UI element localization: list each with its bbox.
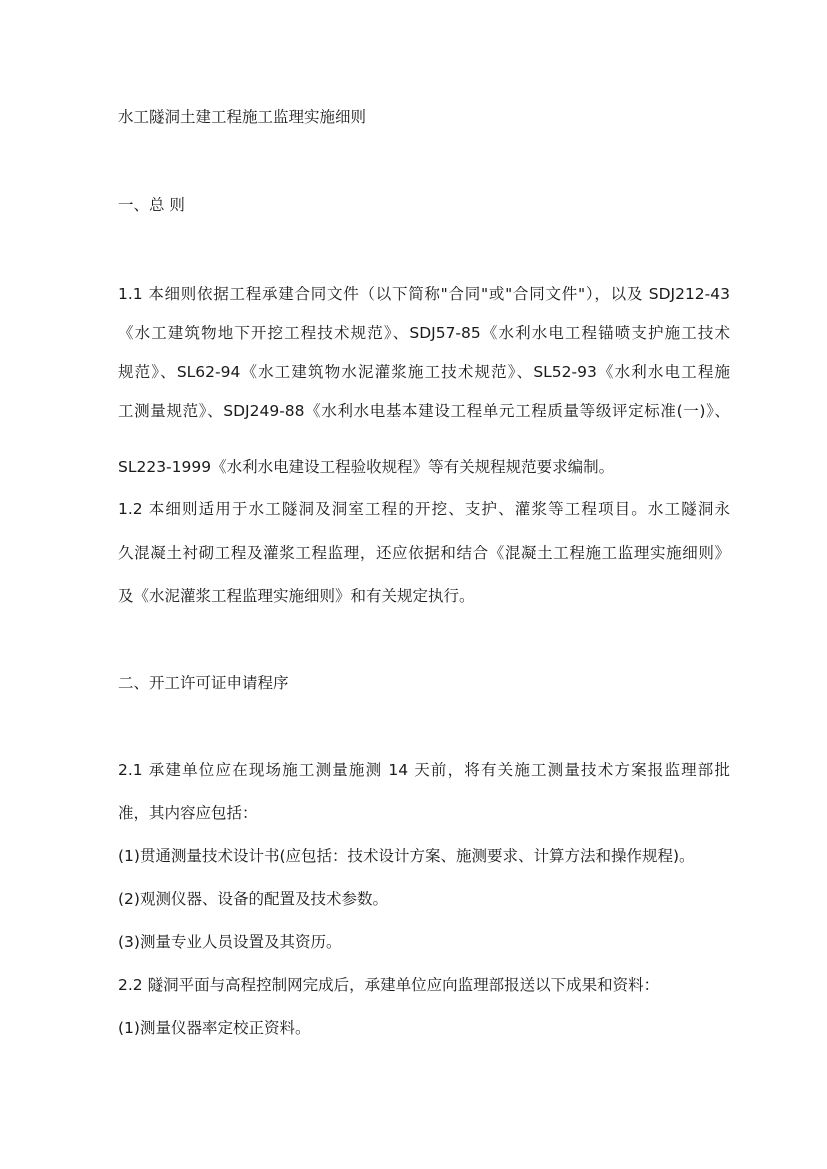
paragraph-line: SL223-1999《水利水电建设工程验收规程》等有关规程规范要求编制。	[118, 458, 615, 476]
paragraph-line: 久混凝土衬砌工程及灌浆工程监理，还应依据和结合《混凝土工程施工监理实施细则》	[118, 544, 730, 562]
list-item: (2)观测仪器、设备的配置及技术参数。	[118, 890, 388, 908]
paragraph-line: 准，其内容应包括：	[118, 804, 258, 822]
document-title: 水工隧洞土建工程施工监理实施细则	[118, 108, 367, 126]
paragraph-line: 规范》、SL62-94《水工建筑物水泥灌浆施工技术规范》、SL52-93《水利水电工程施	[118, 363, 730, 381]
section-heading-general: 一、总 则	[118, 196, 185, 214]
paragraph-line: 1.2 本细则适用于水工隧洞及洞室工程的开挖、支护、灌浆等工程项目。水工隧洞永	[118, 500, 730, 518]
paragraph-line: 及《水泥灌浆工程监理实施细则》和有关规定执行。	[118, 587, 475, 605]
list-item: (1)测量仪器率定校正资料。	[118, 1019, 311, 1037]
list-item: (3)测量专业人员设置及其资历。	[118, 933, 342, 951]
section-heading-permit: 二、开工许可证申请程序	[118, 674, 289, 692]
paragraph-line: 《水工建筑物地下开挖工程技术规范》、SDJ57-85《水利水电工程锚喷支护施工技术	[118, 324, 730, 342]
paragraph-line: 2.1 承建单位应在现场施工测量施测 14 天前，将有关施工测量技术方案报监理部批	[118, 761, 730, 779]
paragraph-line: 工测量规范》、SDJ249-88《水利水电基本建设工程单元工程质量等级评定标准(一)》、	[118, 402, 730, 420]
paragraph-line: 2.2 隧洞平面与高程控制网完成后，承建单位应向监理部报送以下成果和资料：	[118, 976, 660, 994]
list-item: (1)贯通测量技术设计书(应包括：技术设计方案、施测要求、计算方法和操作规程)。	[118, 847, 695, 865]
paragraph-line: 1.1 本细则依据工程承建合同文件（以下简称"合同"或"合同文件"），以及 SDJ212-43	[118, 285, 730, 303]
